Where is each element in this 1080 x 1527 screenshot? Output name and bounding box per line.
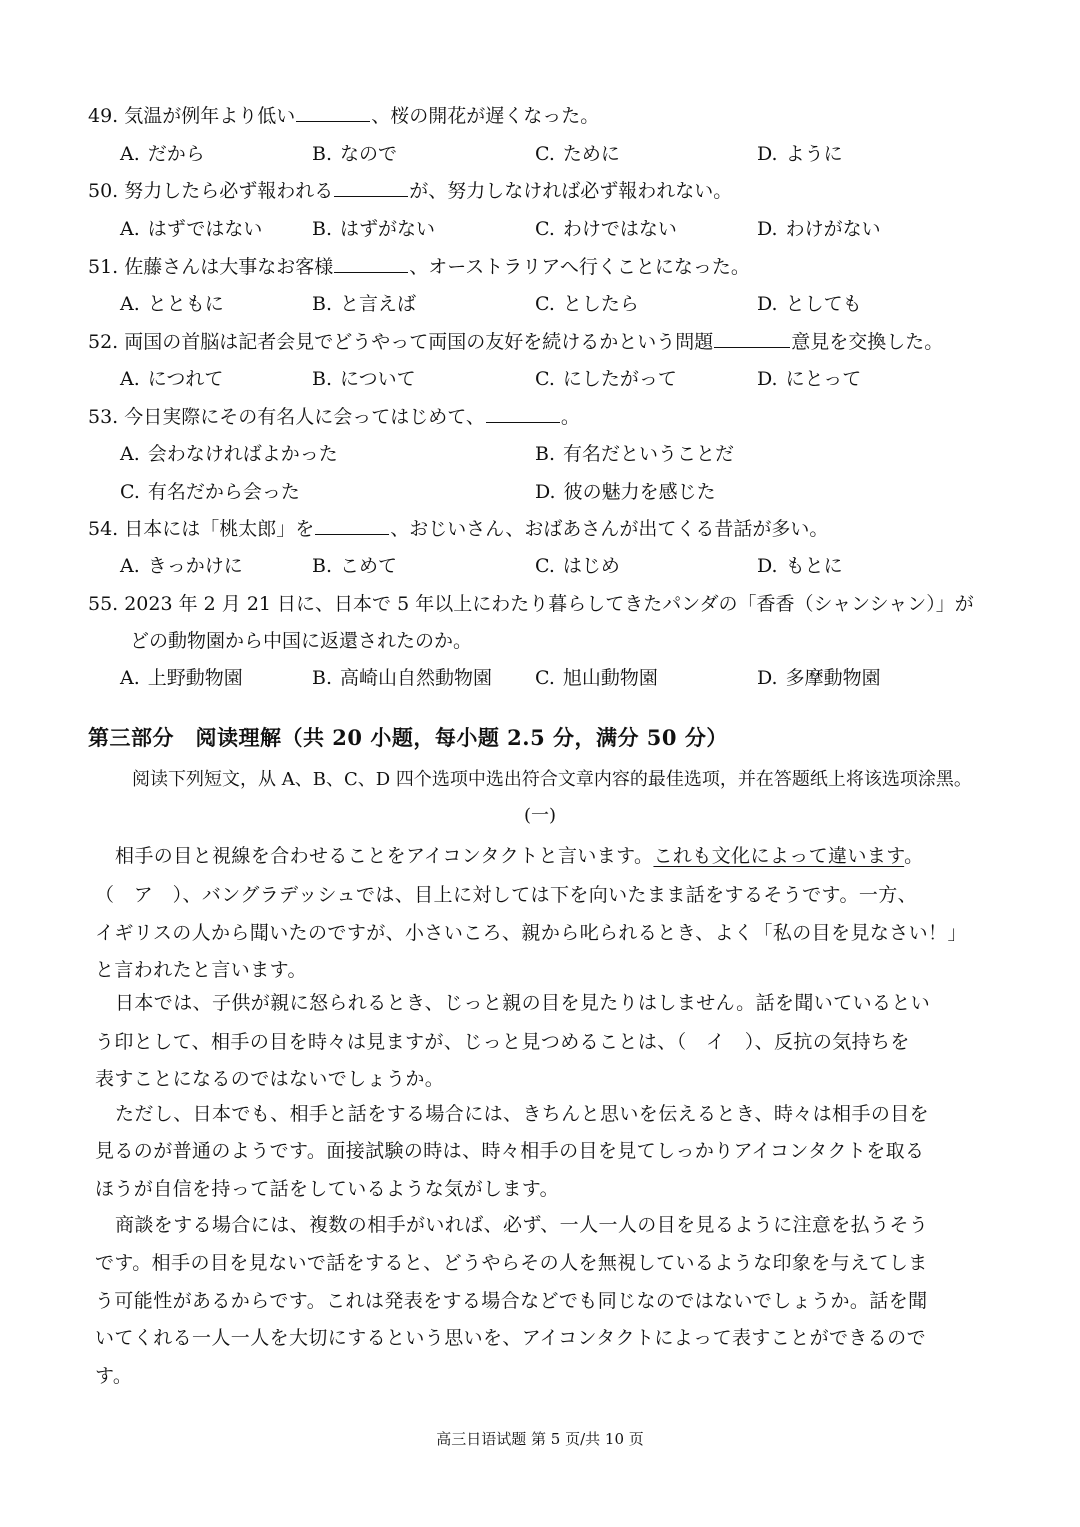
option-50-d: D. わけがない <box>757 218 881 240</box>
option-54-b: B. こめて <box>312 555 398 577</box>
option-54-a: A. きっかけに <box>120 555 243 577</box>
option-55-d: D. 多摩動物園 <box>757 667 881 689</box>
passage-line: 商談をする場合には、複数の相手がいれば、必ず、一人一人の目を見るように注意を払うそう <box>115 1214 929 1236</box>
answer-blank <box>334 254 408 273</box>
answer-blank <box>334 178 408 197</box>
option-55-c: C. 旭山動物園 <box>535 667 658 689</box>
passage-line: 見るのが普通のようです。面接試験の時は、時々相手の目を見てしっかりアイコンタクトを取る <box>95 1140 925 1162</box>
option-52-d: D. にとって <box>757 368 862 390</box>
passage-line: （ ア ）、バングラデッシュでは、目上に対しては下を向いたまま話をするそうです。一方、 <box>95 884 918 906</box>
question-54: 54. 日本には「桃太郎」を 、おじいさん、おばあさんが出てくる昔話が多い。 <box>88 518 829 540</box>
passage-line: ほうが自信を持って話をしているような気がします。 <box>95 1178 560 1200</box>
passage-line: です。相手の目を見ないで話をすると、どうやらその人を無視しているような印象を与えてしま <box>95 1252 928 1274</box>
passage-line: う可能性があるからです。これは発表をする場合などでも同じなのではないでしょうか。話を聞 <box>95 1290 928 1312</box>
question-55: 55. 2023 年 2 月 21 日に、日本で 5 年以上にわたり暮らしてきたパンダの「香香（シャンシャン）」が <box>88 593 974 615</box>
option-49-d: D. ように <box>757 143 843 165</box>
option-50-a: A. はずではない <box>120 218 263 240</box>
option-55-a: A. 上野動物園 <box>120 667 243 689</box>
question-52: 52. 両国の首脳は記者会見でどうやって両国の友好を続けるかという問題 意見を交換した。 <box>88 331 944 353</box>
question-55-line-2: どの動物園から中国に返還されたのか。 <box>130 630 473 652</box>
option-52-a: A. につれて <box>120 368 224 390</box>
passage-line: す。 <box>95 1365 133 1387</box>
passage-line: う印として、相手の目を時々は見ますが、じっと見つめることは、（ イ ）、反抗の気持ちを <box>95 1031 910 1053</box>
option-54-c: C. はじめ <box>535 555 620 577</box>
passage-line: いてくれる一人一人を大切にするという思いを、アイコンタクトによって表すことができるので <box>95 1327 926 1349</box>
passage-line: 表すことになるのではないでしょうか。 <box>95 1068 445 1090</box>
option-50-b: B. はずがない <box>312 218 436 240</box>
option-51-c: C. としたら <box>535 293 639 315</box>
section-instruction: 阅读下列短文，从 A、B、C、D 四个选项中选出符合文章内容的最佳选项，并在答题纸上将该选项涂黑。 <box>132 769 972 790</box>
question-51: 51. 佐藤さんは大事なお客様 、オーストラリアへ行くことになった。 <box>88 256 750 278</box>
section-title: 第三部分 阅读理解（共 20 小题，每小题 2.5 分，满分 50 分） <box>88 725 728 750</box>
passage-line: 日本では、子供が親に怒られるとき、じっと親の目を見たりはしません。話を聞いているとい <box>115 992 931 1014</box>
answer-blank <box>486 404 560 423</box>
option-50-c: C. わけではない <box>535 218 677 240</box>
question-49: 49. 気温が例年より低い 、桜の開花が遅くなった。 <box>88 105 600 127</box>
option-52-c: C. にしたがって <box>535 368 677 390</box>
option-53-d: D. 彼の魅力を感じた <box>535 481 716 503</box>
question-53: 53. 今日実際にその有名人に会ってはじめて、 。 <box>88 406 580 428</box>
option-52-b: B. について <box>312 368 416 390</box>
option-51-b: B. と言えば <box>312 293 417 315</box>
question-50: 50. 努力したら必ず報われる が、努力しなければ必ず報われない。 <box>88 180 733 202</box>
passage-line: イギリスの人から聞いたのですが、小さいころ、親から叱られるとき、よく「私の目を見なさい！」 <box>95 922 967 944</box>
option-51-d: D. としても <box>757 293 862 315</box>
page-footer: 高三日语试题 第 5 页/共 10 页 <box>436 1430 644 1448</box>
passage-line: と言われたと言います。 <box>95 959 307 981</box>
option-53-a: A. 会わなければよかった <box>120 443 338 465</box>
option-49-b: B. なので <box>312 143 398 165</box>
option-53-b: B. 有名だということだ <box>535 443 735 465</box>
passage-title: (一) <box>523 805 557 826</box>
option-54-d: D. もとに <box>757 555 843 577</box>
option-53-c: C. 有名だから会った <box>120 481 300 503</box>
answer-blank <box>315 516 389 535</box>
answer-blank <box>714 329 790 348</box>
option-49-c: C. ために <box>535 143 620 165</box>
passage-line: ただし、日本でも、相手と話をする場合には、きちんと思いを伝えるとき、時々は相手の目を <box>115 1103 930 1125</box>
underlined-sentence: これも文化によって違います <box>653 845 905 867</box>
option-51-a: A. とともに <box>120 293 224 315</box>
answer-blank <box>296 103 370 122</box>
option-55-b: B. 高崎山自然動物園 <box>312 667 493 689</box>
option-49-a: A. だから <box>120 143 205 165</box>
passage-line: 相手の目と視線を合わせることをアイコンタクトと言います。これも文化によって違います。 <box>115 845 924 867</box>
